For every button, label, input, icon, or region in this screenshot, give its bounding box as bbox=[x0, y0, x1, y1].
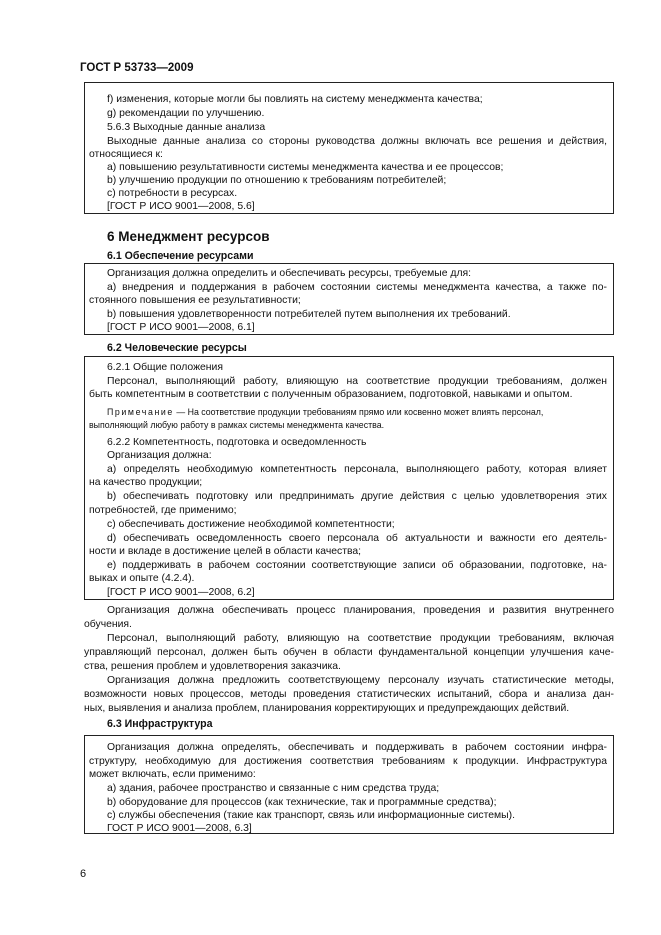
box1-line: c) потребности в ресурсах. bbox=[107, 188, 238, 199]
box3-line: потребностей, где применимо; bbox=[89, 505, 237, 516]
note-text: — На соответствие продукции требованиям прямо или косвенно может влиять персонал, bbox=[173, 407, 544, 417]
box3-line: b) обеспечивать подготовку или предпринимать другие действия с целью удовлетворения этих bbox=[107, 491, 607, 502]
section-6-title: 6 Менеджмент ресурсов bbox=[107, 229, 270, 244]
section-6-1-title: 6.1 Обеспечение ресурсами bbox=[107, 250, 254, 262]
box3-line: 6.2.1 Общие положения bbox=[107, 362, 223, 373]
box3-line: быть компетентным в соответствии с полученным образованием, подготовкой, навыками и опытом. bbox=[89, 389, 573, 400]
section-6-2-title: 6.2 Человеческие ресурсы bbox=[107, 342, 247, 354]
box3-note-line: выполняющий любую работу в рамках системы менеджмента качества. bbox=[89, 420, 385, 430]
standard-header: ГОСТ Р 53733—2009 bbox=[80, 62, 194, 74]
para-line: ных, выявления и анализа проблем, планирования корректирующих и предупреждающих действий. bbox=[84, 703, 570, 714]
box3-line: Организация должна: bbox=[107, 450, 212, 461]
box1-line: относящиеся к: bbox=[89, 149, 163, 160]
box4-line: ГОСТ Р ИСО 9001—2008, 6.3] bbox=[107, 823, 252, 834]
box2-line: Организация должна определить и обеспечивать ресурсы, требуемые для: bbox=[107, 268, 472, 279]
box3-line: [ГОСТ Р ИСО 9001—2008, 6.2] bbox=[107, 587, 255, 598]
box4-line: c) службы обеспечения (такие как транспорт, связь или информационные системы). bbox=[107, 810, 515, 821]
box3-line: c) обеспечивать достижение необходимой компетентности; bbox=[107, 519, 395, 530]
box1-line: 5.6.3 Выходные данные анализа bbox=[107, 122, 266, 133]
box1-line: g) рекомендации по улучшению. bbox=[107, 108, 265, 119]
box3-line: выках и опыте (4.2.4). bbox=[89, 573, 195, 584]
para-line: управляющий персонал, должен быть обучен в области фундаментальной концепции улучшения каче- bbox=[84, 647, 614, 658]
box1-line: [ГОСТ Р ИСО 9001—2008, 5.6] bbox=[107, 201, 255, 212]
box1-line: f) изменения, которые могли бы повлиять на систему менеджмента качества; bbox=[107, 94, 483, 105]
box3-line: Персонал, выполняющий работу, влияющую на соответствие продукции требованиям, должен bbox=[107, 376, 607, 387]
box2-line: стоянного повышения ее результативности; bbox=[89, 295, 301, 306]
box4-line: a) здания, рабочее пространство и связанные с ним средства труда; bbox=[107, 783, 440, 794]
box4-line: структуру, необходимую для достижения соответствия требованиям к продукции. Инфраструктура bbox=[89, 756, 607, 767]
para-line: Организация должна обеспечивать процесс планирования, проведения и развития внутреннего bbox=[107, 605, 614, 616]
para-line: ства, решения проблем и удовлетворения заказчика. bbox=[84, 661, 341, 672]
box2-line: a) внедрения и поддержания в рабочем состоянии системы менеджмента качества, а также по- bbox=[107, 282, 607, 293]
page-number: 6 bbox=[80, 868, 87, 880]
para-line: обучения. bbox=[84, 619, 132, 630]
para-line: Организация должна предложить соответствующему персоналу изучать статистические методы, bbox=[107, 675, 614, 686]
box3-line: a) определять необходимую компетентность персонала, выполняющего работу, которая влияет bbox=[107, 464, 607, 475]
box1-line: Выходные данные анализа со стороны руководства должны включать все решения и действия, bbox=[107, 136, 607, 147]
box1-line: b) улучшению продукции по отношению к требованиям потребителей; bbox=[107, 175, 447, 186]
box4-line: Организация должна определять, обеспечивать и поддерживать в рабочем состоянии инфра- bbox=[107, 742, 607, 753]
para-line: Персонал, выполняющий работу, влияющую на соответствие продукции требованиям, включая bbox=[107, 633, 614, 644]
box2-line: [ГОСТ Р ИСО 9001—2008, 6.1] bbox=[107, 322, 255, 333]
box3-line: ности и вкладе в достижение целей в области качества; bbox=[89, 546, 362, 557]
box2-line: b) повышения удовлетворенности потребителей путем выполнения их требований. bbox=[107, 309, 511, 320]
box3-line: d) обеспечивать осведомленность своего персонала об актуальности и важности его деятель- bbox=[107, 533, 607, 544]
box3-note bbox=[107, 406, 543, 418]
box3-line: 6.2.2 Компетентность, подготовка и осведомленность bbox=[107, 437, 367, 448]
box4-line: b) оборудование для процессов (как технические, так и программные средства); bbox=[107, 797, 497, 808]
box1-line: a) повышению результативности системы менеджмента качества и ее процессов; bbox=[107, 162, 504, 173]
section-6-3-title: 6.3 Инфраструктура bbox=[107, 718, 213, 730]
box3-line: на качество продукции; bbox=[89, 477, 203, 488]
para-line: возможности новых процессов, методы проведения статистических испытаний, сбора и анализа дан- bbox=[84, 689, 614, 700]
note-label: Примечание bbox=[107, 407, 174, 417]
box3-line: e) поддерживать в рабочем состоянии соответствующие записи об образовании, подготовке, на- bbox=[107, 560, 607, 571]
box4-line: может включать, если применимо: bbox=[89, 769, 256, 780]
